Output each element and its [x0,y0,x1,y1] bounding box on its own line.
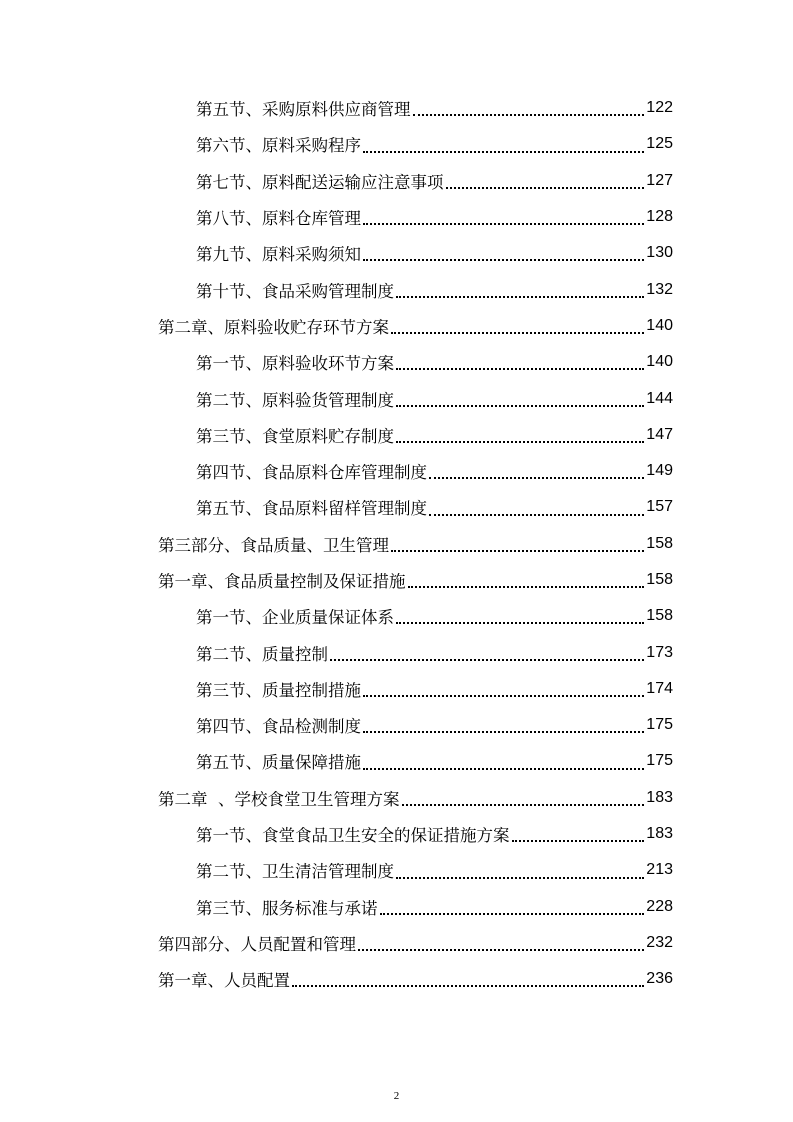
toc-entry-title: 第五节、质量保障措施 [196,753,361,773]
toc-entry-title: 第四节、食品原料仓库管理制度 [196,463,427,483]
toc-dot-leader [396,405,644,407]
toc-entry-page: 127 [646,171,673,189]
toc-entry-title: 第二节、质量控制 [196,644,328,664]
toc-entry[interactable] [0,199,793,235]
toc-dot-leader [446,187,645,189]
toc-entry[interactable] [0,380,793,416]
toc-entry[interactable] [0,852,793,888]
toc-entry-title: 第三节、服务标准与承诺 [196,898,378,918]
toc-entry-page: 173 [646,643,673,661]
toc-entry-page: 158 [646,571,673,588]
toc-entry-title: 第五节、采购原料供应商管理 [196,100,411,120]
toc-entry-page: 130 [646,244,673,262]
toc-entry[interactable] [0,90,793,126]
toc-dot-leader [391,550,644,552]
toc-dot-leader [413,114,645,116]
toc-entry-title: 第二章 、学校食堂卫生管理方案 [158,789,400,809]
toc-dot-leader [363,731,644,733]
toc-entry[interactable] [0,925,793,961]
toc-entry-title: 第三节、食堂原料贮存制度 [196,426,394,446]
toc-entry[interactable] [0,743,793,779]
toc-dot-leader [429,514,644,516]
toc-entry-page: 174 [646,679,673,697]
toc-entry[interactable] [0,126,793,162]
toc-entry[interactable] [0,163,793,199]
toc-entry[interactable] [0,671,793,707]
toc-entry[interactable] [0,235,793,271]
toc-entry-title: 第四节、食品检测制度 [196,717,361,737]
toc-entry-page: 147 [646,425,673,443]
toc-dot-leader [330,659,644,661]
toc-dot-leader [292,985,644,987]
toc-entry[interactable] [0,344,793,380]
toc-entry-title: 第三节、质量控制措施 [196,680,361,700]
toc-dot-leader [429,477,644,479]
toc-entry-page: 140 [646,316,673,334]
toc-dot-leader [363,223,644,225]
page-number: 2 [393,1090,400,1102]
toc-entry-title: 第六节、原料采购程序 [196,136,361,156]
toc-entry-page: 140 [646,353,673,371]
toc-dot-leader [380,913,645,915]
toc-dot-leader [396,622,644,624]
toc-entry-page: 132 [646,280,673,298]
toc-entry-page: 228 [646,897,673,915]
toc-entry-title: 第十节、食品采购管理制度 [196,281,394,301]
toc-entry-page: 144 [646,389,673,407]
toc-entry-page: 183 [646,788,673,806]
toc-entry-title: 第一章、食品质量控制及保证措施 [158,572,406,591]
toc-entry[interactable] [0,271,793,307]
toc-entry[interactable] [0,889,793,925]
toc-entry[interactable] [0,780,793,816]
toc-entry-title: 第二章、原料验收贮存环节方案 [158,317,389,337]
toc-dot-leader [363,695,644,697]
toc-dot-leader [391,332,644,334]
toc-entry-page: 125 [646,135,673,153]
toc-entry-title: 第一节、企业质量保证体系 [196,608,394,628]
toc-entry[interactable] [0,417,793,453]
toc-entry[interactable] [0,562,793,598]
toc-entry[interactable] [0,453,793,489]
toc-entry-page: 213 [646,861,673,879]
toc-entry-title: 第二节、原料验货管理制度 [196,390,394,410]
toc-entry-page: 122 [646,99,673,117]
toc-entry[interactable] [0,308,793,344]
toc-entry-page: 128 [646,208,673,226]
toc-entry[interactable] [0,489,793,525]
toc-entry[interactable] [0,526,793,562]
toc-entry-title: 第一节、食堂食品卫生安全的保证措施方案 [196,826,510,846]
toc-entry-title: 第五节、食品原料留样管理制度 [196,499,427,519]
toc-dot-leader [396,368,644,370]
table-of-contents [0,90,793,997]
toc-dot-leader [408,586,645,588]
toc-entry-page: 183 [646,825,673,843]
toc-entry-title: 第一节、原料验收环节方案 [196,354,394,374]
toc-entry-title: 第四部分、人员配置和管理 [158,934,356,954]
toc-dot-leader [396,441,644,443]
toc-entry[interactable] [0,598,793,634]
toc-entry[interactable] [0,816,793,852]
toc-entry-page: 158 [646,607,673,625]
toc-entry[interactable] [0,634,793,670]
toc-dot-leader [363,768,644,770]
toc-dot-leader [512,840,645,842]
toc-entry-page: 236 [646,970,673,988]
toc-entry[interactable] [0,707,793,743]
toc-dot-leader [363,151,644,153]
toc-entry-title: 第二节、卫生清洁管理制度 [196,862,394,882]
toc-dot-leader [396,296,644,298]
toc-dot-leader [363,259,644,261]
toc-entry-page: 232 [646,933,673,951]
toc-entry-title: 第七节、原料配送运输应注意事项 [196,172,444,192]
toc-entry-page: 157 [646,498,673,516]
toc-dot-leader [358,949,644,951]
toc-entry-page: 175 [646,716,673,734]
toc-dot-leader [402,804,645,806]
toc-entry-title: 第三部分、食品质量、卫生管理 [158,535,389,555]
toc-entry-title: 第九节、原料采购须知 [196,245,361,265]
toc-entry-page: 158 [646,534,673,552]
toc-dot-leader [396,877,644,879]
toc-entry-title: 第八节、原料仓库管理 [196,209,361,229]
toc-entry[interactable] [0,961,793,997]
toc-entry-page: 175 [646,752,673,770]
toc-entry-title: 第一章、人员配置 [158,971,290,991]
toc-entry-page: 149 [646,462,673,480]
